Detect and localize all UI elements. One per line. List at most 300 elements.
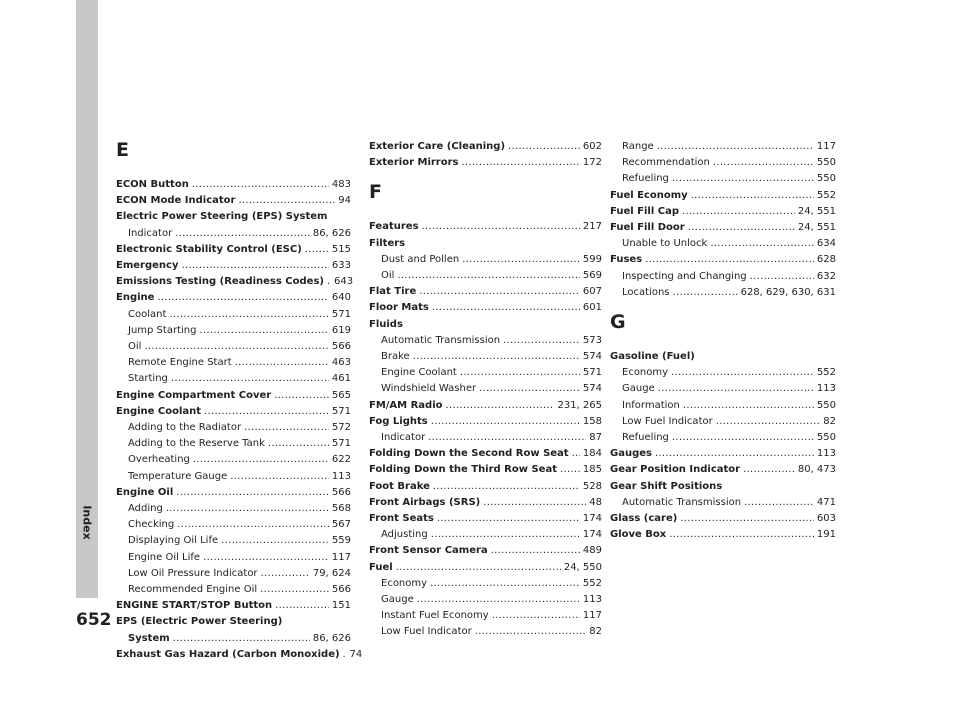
index-entry [369, 415, 602, 429]
entry-term: Jump Starting [128, 324, 197, 336]
dot-leader [274, 389, 329, 403]
entry-page-numbers: 603 [816, 513, 836, 524]
entry-term: Fog Lights [369, 415, 428, 427]
entry-page-numbers: 550 [816, 399, 836, 411]
entry-term: Adding [128, 503, 163, 514]
entry-page-numbers: 550 [816, 157, 836, 169]
entry-term: Economy [622, 367, 669, 379]
entry-page-numbers: 113 [331, 470, 351, 482]
dot-leader [503, 334, 580, 348]
entry-term: Recommended Engine Oil [128, 584, 258, 595]
index-tab-label: Index [80, 504, 94, 540]
entry-term: Electronic Stability Control (ESC) [116, 243, 302, 255]
dot-leader [460, 366, 580, 380]
index-entry [369, 334, 602, 348]
entry-term: Oil [381, 270, 395, 281]
entry-term: Fuel [369, 561, 393, 573]
dot-leader [422, 220, 580, 234]
dot-leader [431, 528, 580, 542]
entry-term: Engine Coolant [116, 405, 202, 417]
index-entry [116, 389, 351, 403]
entry-term: Economy [381, 577, 428, 589]
entry-page-numbers: 158 [582, 415, 602, 427]
entry-term: ENGINE START/STOP Button [116, 600, 273, 612]
index-entry [610, 237, 836, 251]
entry-term: Foot Brake [369, 480, 430, 492]
entry-term: Gauge [622, 383, 655, 395]
entry-page-numbers: 94 [338, 195, 351, 207]
entry-page-numbers: 172 [582, 157, 602, 169]
entry-page-numbers: 191 [816, 529, 836, 541]
dot-leader [743, 463, 795, 477]
entry-term: EPS (Electric Power Steering) [116, 616, 283, 628]
dot-leader [688, 221, 795, 235]
entry-page-numbers: 559 [331, 535, 351, 547]
index-entry [369, 625, 602, 639]
dot-leader [475, 625, 587, 639]
dot-leader [645, 253, 814, 267]
entry-page-numbers: 599 [582, 253, 602, 265]
entry-term: Overheating [128, 454, 190, 466]
entry-term: Front Seats [369, 513, 434, 524]
dot-leader [433, 480, 580, 494]
dot-leader [431, 415, 580, 429]
dot-leader [396, 561, 561, 575]
dot-leader [430, 577, 580, 591]
dot-leader [508, 140, 580, 154]
dot-leader [181, 259, 328, 273]
dot-leader [235, 356, 329, 370]
index-entry [369, 269, 602, 283]
entry-page-numbers: 628 [816, 254, 836, 266]
dot-leader [419, 285, 580, 299]
index-entry [369, 431, 602, 445]
entry-term: Recommendation [622, 157, 710, 169]
dot-leader [144, 340, 328, 354]
entry-page-numbers: 82 [589, 626, 602, 638]
index-entry [369, 447, 602, 461]
entry-page-numbers: 471 [816, 496, 836, 508]
entry-page-numbers: 74 [349, 648, 363, 660]
entry-page-numbers: 86, 626 [312, 227, 351, 239]
dot-leader [428, 431, 586, 445]
dot-leader [176, 486, 329, 500]
dot-leader [177, 518, 329, 532]
index-entry [116, 324, 351, 338]
index-entry [116, 437, 351, 451]
index-entry [116, 453, 351, 467]
dot-leader [437, 512, 580, 526]
entry-page-numbers: 632 [816, 270, 836, 282]
entry-term: Temperature Gauge [128, 470, 228, 482]
entry-term: Exhaust Gas Hazard (Carbon Monoxide) [116, 648, 340, 660]
entry-page-numbers: 571 [331, 308, 351, 320]
index-entry [610, 205, 836, 219]
index-entry [116, 615, 351, 629]
dot-leader [658, 382, 814, 396]
entry-page-numbers: 217 [582, 221, 602, 233]
dot-leader [166, 502, 329, 516]
index-entry [369, 350, 602, 364]
dot-leader [462, 253, 580, 267]
index-entry [369, 561, 602, 575]
entry-page-numbers: 113 [816, 383, 836, 395]
index-entry [369, 220, 602, 234]
dot-leader [173, 632, 310, 646]
entry-term: System [128, 632, 170, 644]
entry-term: Fuel Economy [610, 189, 688, 201]
entry-page-numbers: 87 [589, 432, 602, 443]
dot-leader [261, 567, 310, 581]
entry-page-numbers: 550 [816, 432, 836, 443]
entry-page-numbers: 574 [582, 383, 602, 395]
index-entry [369, 480, 602, 494]
entry-page-numbers: 117 [582, 610, 602, 622]
index-entry [369, 140, 602, 154]
entry-page-numbers: 174 [582, 529, 602, 541]
entry-page-numbers: 113 [816, 448, 836, 460]
entry-page-numbers: 601 [582, 302, 602, 314]
dot-leader [244, 421, 329, 435]
dot-leader [683, 399, 814, 413]
entry-term: Glove Box [610, 529, 667, 541]
dot-leader [671, 366, 814, 380]
entry-page-numbers: 573 [582, 334, 602, 346]
dot-leader [432, 301, 580, 315]
entry-term: Emissions Testing (Readiness Codes) [116, 276, 324, 288]
entry-term: Range [622, 141, 654, 152]
dot-leader [572, 447, 580, 461]
dot-leader [673, 286, 738, 300]
entry-term: Folding Down the Third Row Seat [369, 464, 557, 476]
index-entry [369, 156, 602, 170]
entry-term: Refueling [622, 432, 669, 443]
entry-term: Displaying Oil Life [128, 535, 219, 547]
index-entry [369, 609, 602, 623]
entry-term: Engine Oil [116, 486, 174, 498]
dot-leader [305, 243, 329, 257]
index-entry [116, 194, 351, 208]
entry-page-numbers: 24, 550 [563, 561, 602, 573]
section-letter: F [369, 181, 382, 204]
index-entry [116, 648, 363, 662]
dot-leader [716, 415, 821, 429]
entry-page-numbers: 515 [331, 243, 351, 255]
entry-term: Adjusting [381, 529, 428, 541]
entry-page-numbers: 483 [331, 179, 351, 190]
dot-leader [713, 156, 814, 170]
index-entry [610, 253, 836, 267]
index-entry [369, 577, 602, 591]
entry-page-numbers: 174 [582, 513, 602, 524]
dot-leader [413, 350, 580, 364]
entry-page-numbers: 552 [582, 577, 602, 589]
index-entry [116, 470, 351, 484]
entry-term: Engine [116, 292, 155, 304]
entry-page-numbers: 24, 551 [797, 205, 836, 217]
entry-page-numbers: 607 [582, 286, 602, 298]
index-entry [610, 447, 836, 461]
entry-term: Starting [128, 373, 168, 385]
dot-leader [260, 583, 329, 597]
entry-term: Features [369, 221, 419, 233]
entry-term: Gauges [610, 448, 652, 460]
index-entry [116, 259, 351, 273]
index-entry [369, 253, 602, 267]
index-entry [610, 156, 836, 170]
index-entry [369, 366, 602, 380]
entry-term: ECON Mode Indicator [116, 195, 236, 207]
entry-page-numbers: 572 [331, 422, 351, 433]
dot-leader [397, 269, 579, 283]
index-entry [610, 512, 836, 526]
index-entry [116, 356, 351, 370]
entry-page-numbers: 461 [331, 373, 351, 385]
entry-page-numbers: 24, 551 [797, 222, 836, 233]
dot-leader [492, 609, 580, 623]
dot-leader [461, 156, 579, 170]
entry-page-numbers: 566 [331, 486, 351, 498]
entry-term: Adding to the Radiator [128, 422, 242, 433]
entry-term: Refueling [622, 173, 669, 185]
dot-leader [672, 172, 814, 186]
entry-term: Instant Fuel Economy [381, 610, 489, 622]
entry-page-numbers: 489 [582, 545, 602, 557]
index-entry [610, 463, 836, 477]
index-entry [369, 512, 602, 526]
entry-page-numbers: 571 [331, 405, 351, 417]
entry-term: Indicator [128, 227, 173, 239]
dot-leader [691, 189, 814, 203]
entry-page-numbers: 574 [582, 351, 602, 362]
entry-page-numbers: 82 [823, 415, 836, 427]
dot-leader [682, 205, 795, 219]
index-entry [369, 496, 602, 510]
index-entry [116, 227, 351, 241]
entry-term: Checking [128, 519, 175, 531]
dot-leader [221, 534, 329, 548]
entry-page-numbers: 185 [582, 464, 602, 476]
dot-leader [657, 140, 814, 154]
entry-term: Floor Mats [369, 302, 429, 314]
entry-page-numbers: 568 [331, 503, 351, 514]
dot-leader [268, 437, 329, 451]
index-entry [610, 270, 836, 284]
entry-term: FM/AM Radio [369, 399, 443, 411]
dot-leader [192, 178, 329, 192]
index-entry [116, 308, 351, 322]
dot-leader [560, 463, 580, 477]
dot-leader [199, 324, 328, 338]
dot-leader [327, 275, 331, 289]
entry-term: Fuel Fill Cap [610, 205, 679, 217]
page-number: 652 [76, 610, 112, 630]
dot-leader [655, 447, 814, 461]
index-entry [610, 366, 836, 380]
dot-leader [175, 227, 310, 241]
index-entry [610, 496, 836, 510]
entry-page-numbers: 231, 265 [557, 399, 602, 411]
index-entry [369, 593, 602, 607]
entry-term: Inspecting and Changing [622, 270, 747, 282]
entry-term: Fuel Fill Door [610, 222, 685, 233]
entry-term: Flat Tire [369, 286, 417, 298]
entry-page-numbers: 569 [582, 270, 602, 281]
entry-term: Automatic Transmission [381, 334, 501, 346]
dot-leader [204, 405, 329, 419]
entry-term: Exterior Mirrors [369, 157, 459, 169]
entry-term: Front Airbags (SRS) [369, 496, 481, 508]
dot-leader [417, 593, 580, 607]
index-entry [369, 528, 602, 542]
entry-page-numbers: 633 [331, 260, 351, 271]
entry-term: Gasoline (Fuel) [610, 351, 695, 362]
index-entry [369, 285, 602, 299]
index-entry [116, 583, 351, 597]
index-entry [369, 301, 602, 315]
index-entry [610, 189, 836, 203]
entry-term: Adding to the Reserve Tank [128, 438, 265, 450]
entry-term: Electric Power Steering (EPS) System [116, 211, 328, 223]
entry-term: Gear Position Indicator [610, 464, 741, 476]
entry-term: Low Fuel Indicator [381, 626, 472, 638]
entry-term: Remote Engine Start [128, 357, 232, 369]
entry-term: Automatic Transmission [622, 496, 742, 508]
entry-term: Indicator [381, 432, 426, 443]
index-entry [116, 243, 351, 257]
entry-page-numbers: 640 [331, 292, 351, 304]
index-entry [116, 291, 351, 305]
index-entry [116, 534, 351, 548]
dot-leader [193, 453, 329, 467]
entry-term: Gauge [381, 594, 414, 605]
entry-page-numbers: 550 [816, 173, 836, 185]
entry-page-numbers: 552 [816, 367, 836, 379]
entry-page-numbers: 566 [331, 341, 351, 352]
entry-term: ECON Button [116, 179, 189, 190]
entry-page-numbers: 79, 624 [312, 567, 351, 579]
entry-page-numbers: 567 [331, 519, 351, 531]
entry-page-numbers: 566 [331, 584, 351, 595]
index-entry [116, 340, 351, 354]
index-entry [116, 178, 351, 192]
index-entry [610, 350, 836, 364]
index-entry [116, 372, 351, 386]
index-entry [610, 140, 836, 154]
entry-page-numbers: 565 [331, 389, 351, 401]
entry-term: Engine Oil Life [128, 551, 201, 563]
dot-leader [479, 382, 580, 396]
index-entry [116, 421, 351, 435]
index-entry [369, 382, 602, 396]
entry-page-numbers: 634 [816, 238, 836, 250]
section-letter: E [116, 139, 129, 161]
entry-page-numbers: 151 [331, 600, 351, 612]
entry-page-numbers: 571 [331, 438, 351, 450]
index-entry [116, 502, 351, 516]
index-entry [116, 210, 351, 224]
dot-leader [710, 237, 814, 251]
dot-leader [171, 372, 329, 386]
dot-leader [446, 399, 555, 413]
entry-term: Engine Coolant [381, 367, 457, 379]
index-entry [610, 528, 836, 542]
entry-page-numbers: 117 [816, 141, 836, 152]
index-entry [116, 551, 351, 565]
entry-page-numbers: 619 [331, 324, 351, 336]
index-entry [369, 399, 602, 413]
index-entry [369, 237, 602, 251]
index-entry [116, 486, 351, 500]
entry-term: Oil [128, 341, 142, 352]
entry-term: Engine Compartment Cover [116, 389, 272, 401]
entry-term: Glass (care) [610, 513, 678, 524]
dot-leader [669, 528, 814, 542]
entry-term: Locations [622, 286, 670, 298]
index-entry [610, 480, 836, 494]
entry-page-numbers: 463 [331, 357, 351, 369]
entry-term: Brake [381, 351, 410, 362]
index-entry [610, 415, 836, 429]
index-entry [116, 518, 351, 532]
entry-term: Front Sensor Camera [369, 545, 488, 557]
entry-page-numbers: 184 [582, 448, 602, 460]
dot-leader [491, 544, 580, 558]
entry-term: Gear Shift Positions [610, 480, 723, 492]
index-entry [610, 431, 836, 445]
entry-term: Fluids [369, 318, 403, 330]
index-entry [610, 286, 836, 300]
dot-leader [275, 599, 329, 613]
entry-term: Low Oil Pressure Indicator [128, 567, 258, 579]
entry-page-numbers: 117 [331, 551, 351, 563]
index-entry [116, 599, 351, 613]
entry-page-numbers: 80, 473 [797, 464, 836, 476]
dot-leader [230, 470, 329, 484]
dot-leader [238, 194, 335, 208]
entry-term: Coolant [128, 308, 167, 320]
entry-term: Windshield Washer [381, 383, 477, 395]
dot-leader [203, 551, 329, 565]
index-entry [610, 399, 836, 413]
entry-term: Folding Down the Second Row Seat [369, 448, 569, 460]
dot-leader [744, 496, 814, 510]
entry-page-numbers: 528 [582, 480, 602, 492]
entry-page-numbers: 571 [582, 367, 602, 379]
entry-term: Unable to Unlock [622, 238, 708, 250]
entry-term: Filters [369, 237, 406, 249]
index-entry [610, 221, 836, 235]
entry-term: Low Fuel Indicator [622, 415, 713, 427]
index-entry [116, 632, 351, 646]
index-entry [369, 318, 602, 332]
section-letter: G [610, 311, 626, 333]
index-entry [610, 382, 836, 396]
entry-term: Emergency [116, 260, 179, 271]
index-entry [610, 172, 836, 186]
entry-term: Exterior Care (Cleaning) [369, 141, 506, 152]
dot-leader [157, 291, 328, 305]
index-entry [116, 275, 354, 289]
index-entry [369, 463, 602, 477]
entry-page-numbers: 86, 626 [312, 632, 351, 644]
entry-page-numbers: 48 [589, 496, 602, 508]
dot-leader [750, 270, 814, 284]
entry-page-numbers: 552 [816, 189, 836, 201]
entry-page-numbers: 643 [333, 276, 354, 288]
index-entry [369, 544, 602, 558]
entry-page-numbers: 113 [582, 594, 602, 605]
